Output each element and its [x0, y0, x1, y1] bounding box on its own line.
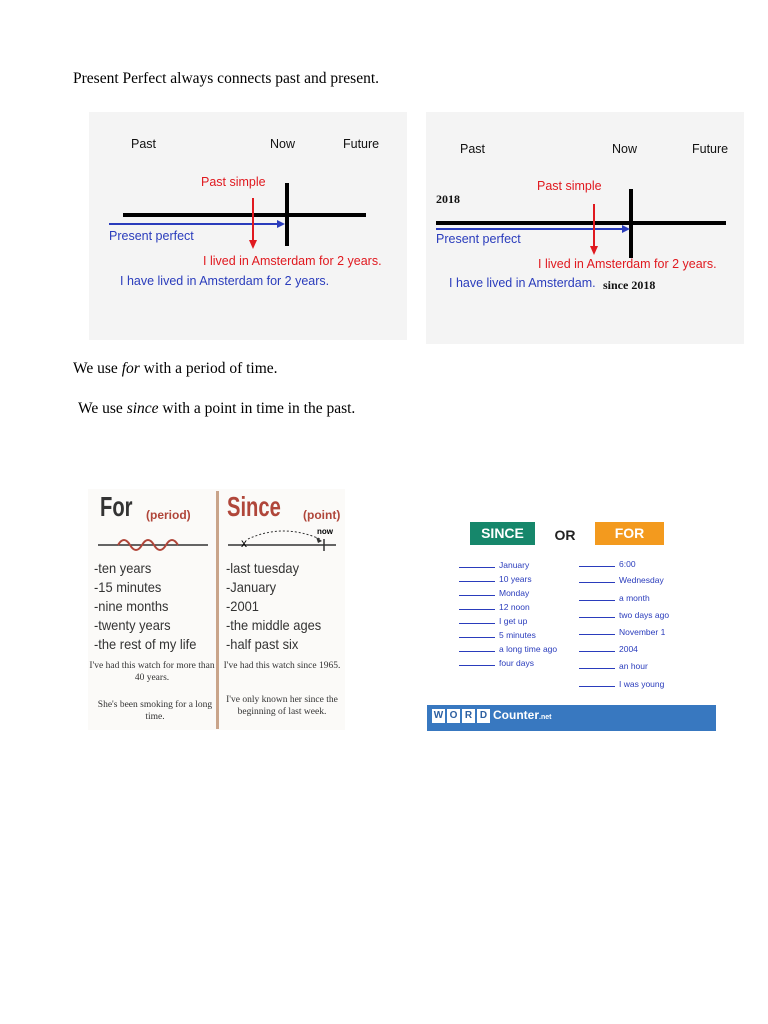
brand-letter: D [477, 709, 490, 723]
list-item: January [459, 560, 529, 570]
list-item: 2004 [579, 644, 638, 654]
present-perfect-label: Present perfect [436, 232, 521, 246]
for-title: For [100, 491, 133, 522]
now-label: now [317, 527, 333, 536]
present-perfect-sentence: I have lived in Amsterdam. [449, 276, 596, 290]
now-label: Now [612, 142, 638, 156]
list-item: Monday [459, 588, 529, 598]
since-title: Since [227, 491, 281, 522]
list-item: -nine months [94, 598, 169, 614]
list-item: -15 minutes [94, 579, 162, 595]
brand-letter: O [447, 709, 460, 723]
timeline-diagram-for [89, 112, 407, 340]
for-since-chart [88, 489, 345, 730]
list-item: -the middle ages [226, 617, 322, 633]
list-item: -January [226, 579, 277, 595]
list-item: I get up [459, 616, 527, 626]
future-label: Future [692, 142, 729, 156]
list-item: 12 noon [459, 602, 530, 612]
list-item: I was young [579, 679, 664, 689]
period-wave-diagram [88, 525, 345, 555]
for-subtitle: (period) [146, 508, 191, 522]
past-simple-sentence: I lived in Amsterdam for 2 years. [538, 257, 717, 271]
future-label: Future [343, 137, 380, 151]
for-word: for [121, 360, 140, 377]
list-item: a long time ago [459, 644, 557, 654]
since-example-1: I've had this watch since 1965. [223, 661, 341, 671]
list-item: -ten years [94, 560, 152, 576]
since-year-label: since 2018 [603, 278, 656, 292]
brand-letter: W [433, 710, 444, 721]
list-item: -last tuesday [226, 560, 300, 576]
since-header: SINCE [470, 522, 535, 545]
x-mark: x [241, 536, 247, 550]
year-label: 2018 [436, 192, 460, 206]
or-header: OR [554, 527, 576, 543]
since-word: since [126, 400, 159, 417]
list-item: 6:00 [579, 559, 636, 569]
list-item: 5 minutes [459, 630, 536, 640]
since-subtitle: (point) [303, 508, 341, 522]
intro-text: Present Perfect always connects past and present. [73, 70, 380, 87]
since-rule-text: We use since with a point in time in the past. [78, 400, 356, 417]
timeline-diagram-since [426, 112, 744, 344]
list-item: -twenty years [94, 617, 171, 633]
past-label: Past [460, 142, 486, 156]
for-example-2: She's been smoking for a long time. [97, 700, 213, 722]
brand-letter: R [462, 709, 475, 723]
list-item: two days ago [579, 610, 669, 620]
list-item: Wednesday [579, 575, 664, 585]
past-simple-label: Past simple [201, 175, 266, 189]
list-item: -the rest of my life [94, 636, 197, 652]
for-example-1: I've had this watch for more than 40 years. [89, 661, 215, 683]
list-item: -half past six [226, 636, 299, 652]
brand-footer [427, 705, 716, 731]
since-or-for-worksheet [427, 505, 716, 731]
brand-logo: Counter.net [493, 708, 552, 722]
list-item: a month [579, 593, 650, 603]
list-item: November 1 [579, 627, 665, 637]
for-rule-text: We use for with a period of time. [73, 360, 278, 377]
list-item: 10 years [459, 574, 532, 584]
now-label: Now [270, 137, 296, 151]
present-perfect-sentence: I have lived in Amsterdam for 2 years. [120, 274, 330, 288]
past-simple-label: Past simple [537, 179, 602, 193]
since-example-2: I've only known her since the beginning of last week. [226, 695, 338, 717]
list-item: four days [459, 658, 534, 668]
past-simple-sentence: I lived in Amsterdam for 2 years. [203, 254, 382, 268]
present-perfect-label: Present perfect [109, 229, 194, 243]
for-header: FOR [595, 522, 664, 545]
past-label: Past [131, 137, 157, 151]
list-item: -2001 [226, 598, 259, 614]
list-item: an hour [579, 661, 648, 671]
